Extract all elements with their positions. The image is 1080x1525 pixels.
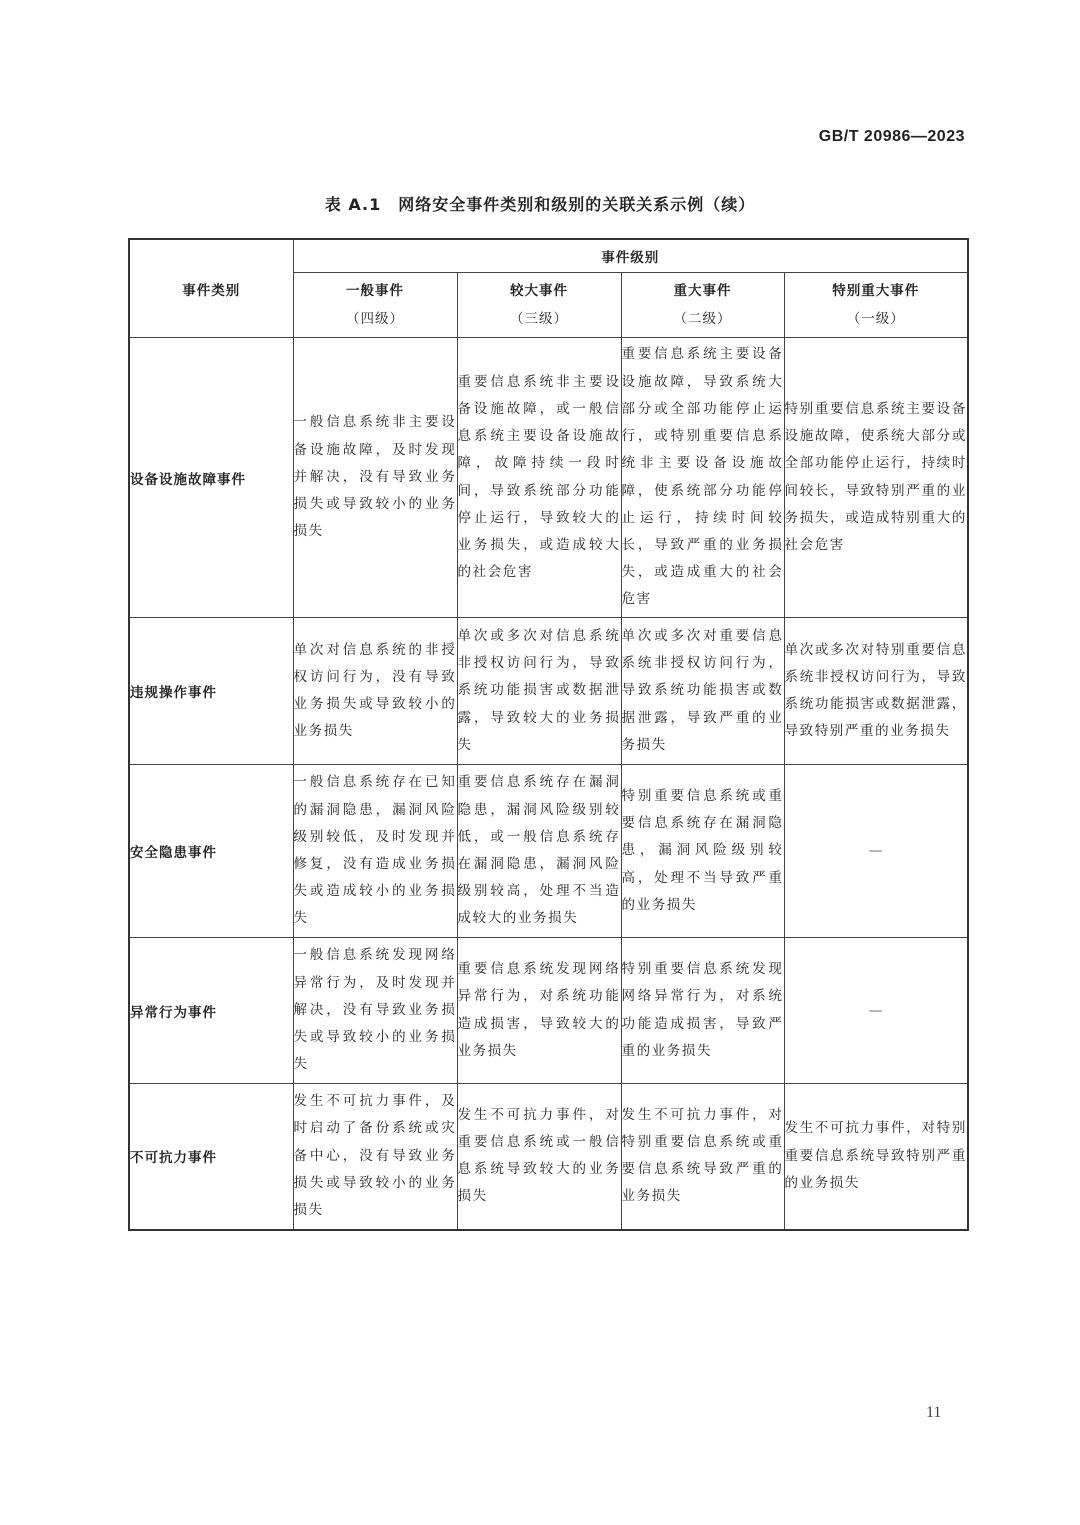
standard-code: GB/T 20986—2023 — [818, 128, 965, 145]
empty-dash-cell: — — [784, 765, 968, 938]
table-row — [129, 338, 968, 618]
level-grade: （一级） — [846, 311, 905, 327]
description-cell: 单次对信息系统的非授权访问行为，没有导致业务损失或导致较小的业务损失 — [293, 618, 457, 765]
empty-dash-cell: — — [784, 938, 968, 1084]
level-header-serious — [621, 273, 784, 338]
description-cell: 特别重要信息系统发现网络异常行为，对系统功能造成损害，导致严重的业务损失 — [621, 938, 784, 1084]
description-cell: 重要信息系统主要设备设施故障，导致系统大部分或全部功能停止运行，或特别重要信息系统非主要设备设施故障，使系统部分功能停止运行，持续时间较长，导致严重的业务损失，或造成重大的社会危害 — [621, 338, 784, 618]
table-row — [129, 765, 968, 938]
description-cell: 一般信息系统存在已知的漏洞隐患，漏洞风险级别较低，及时发现并修复，没有造成业务损失或造成较小的业务损失 — [293, 765, 457, 938]
category-cell: 设备设施故障事件 — [129, 338, 293, 618]
description-cell: 发生不可抗力事件，对特别重要信息系统或重要信息系统导致严重的业务损失 — [621, 1084, 784, 1230]
description-cell: 一般信息系统非主要设备设施故障，及时发现并解决，没有导致业务损失或导致较小的业务损失 — [293, 338, 457, 618]
level-group-header: 事件级别 — [293, 239, 968, 273]
table-caption: 表 A.1 网络安全事件类别和级别的关联关系示例（续） — [324, 195, 756, 214]
category-cell: 安全隐患事件 — [129, 765, 293, 938]
description-cell: 特别重要信息系统或重要信息系统存在漏洞隐患，漏洞风险级别较高，处理不当导致严重的业务损失 — [621, 765, 784, 938]
level-name: 一般事件 — [346, 283, 404, 299]
category-cell: 异常行为事件 — [129, 938, 293, 1084]
category-cell: 不可抗力事件 — [129, 1084, 293, 1230]
event-classification-table — [128, 238, 969, 1231]
category-column-header: 事件类别 — [129, 239, 293, 338]
table-row — [129, 938, 968, 1084]
category-cell: 违规操作事件 — [129, 618, 293, 765]
description-cell: 单次或多次对信息系统非授权访问行为，导致系统功能损害或数据泄露，导致较大的业务损失 — [457, 618, 621, 765]
description-cell: 特别重要信息系统主要设备设施故障，使系统大部分或全部功能停止运行，持续时间较长，导致特别严重的业务损失，或造成特别重大的社会危害 — [784, 338, 968, 618]
description-cell: 重要信息系统发现网络异常行为，对系统功能造成损害，导致较大的业务损失 — [457, 938, 621, 1084]
level-grade: （三级） — [510, 311, 568, 327]
level-name: 重大事件 — [673, 283, 732, 299]
level-header-especially-serious — [784, 273, 968, 338]
level-grade: （二级） — [673, 311, 732, 327]
description-cell: 发生不可抗力事件，对重要信息系统或一般信息系统导致较大的业务损失 — [457, 1084, 621, 1230]
description-cell: 发生不可抗力事件，对特别重要信息系统导致特别严重的业务损失 — [784, 1084, 968, 1230]
description-cell: 单次或多次对特别重要信息系统非授权访问行为，导致系统功能损害或数据泄露，导致特别严重的业务损失 — [784, 618, 968, 765]
level-header-major — [457, 273, 621, 338]
table-row — [129, 1084, 968, 1230]
level-header-general — [293, 273, 457, 338]
page-number: 11 — [926, 1404, 942, 1421]
description-cell: 重要信息系统非主要设备设施故障，或一般信息系统主要设备设施故障，故障持续一段时间，导致系统部分功能停止运行，导致较大的业务损失，或造成较大的社会危害 — [457, 338, 621, 618]
description-cell: 单次或多次对重要信息系统非授权访问行为，导致系统功能损害或数据泄露，导致严重的业务损失 — [621, 618, 784, 765]
level-name: 较大事件 — [510, 283, 568, 299]
level-name: 特别重大事件 — [832, 283, 920, 299]
level-grade: （四级） — [346, 311, 404, 327]
description-cell: 发生不可抗力事件，及时启动了备份系统或灾备中心，没有导致业务损失或导致较小的业务损失 — [293, 1084, 457, 1230]
description-cell: 重要信息系统存在漏洞隐患，漏洞风险级别较低，或一般信息系统存在漏洞隐患，漏洞风险级别较高，处理不当造成较大的业务损失 — [457, 765, 621, 938]
description-cell: 一般信息系统发现网络异常行为，及时发现并解决，没有导致业务损失或导致较小的业务损失 — [293, 938, 457, 1084]
table-row — [129, 618, 968, 765]
